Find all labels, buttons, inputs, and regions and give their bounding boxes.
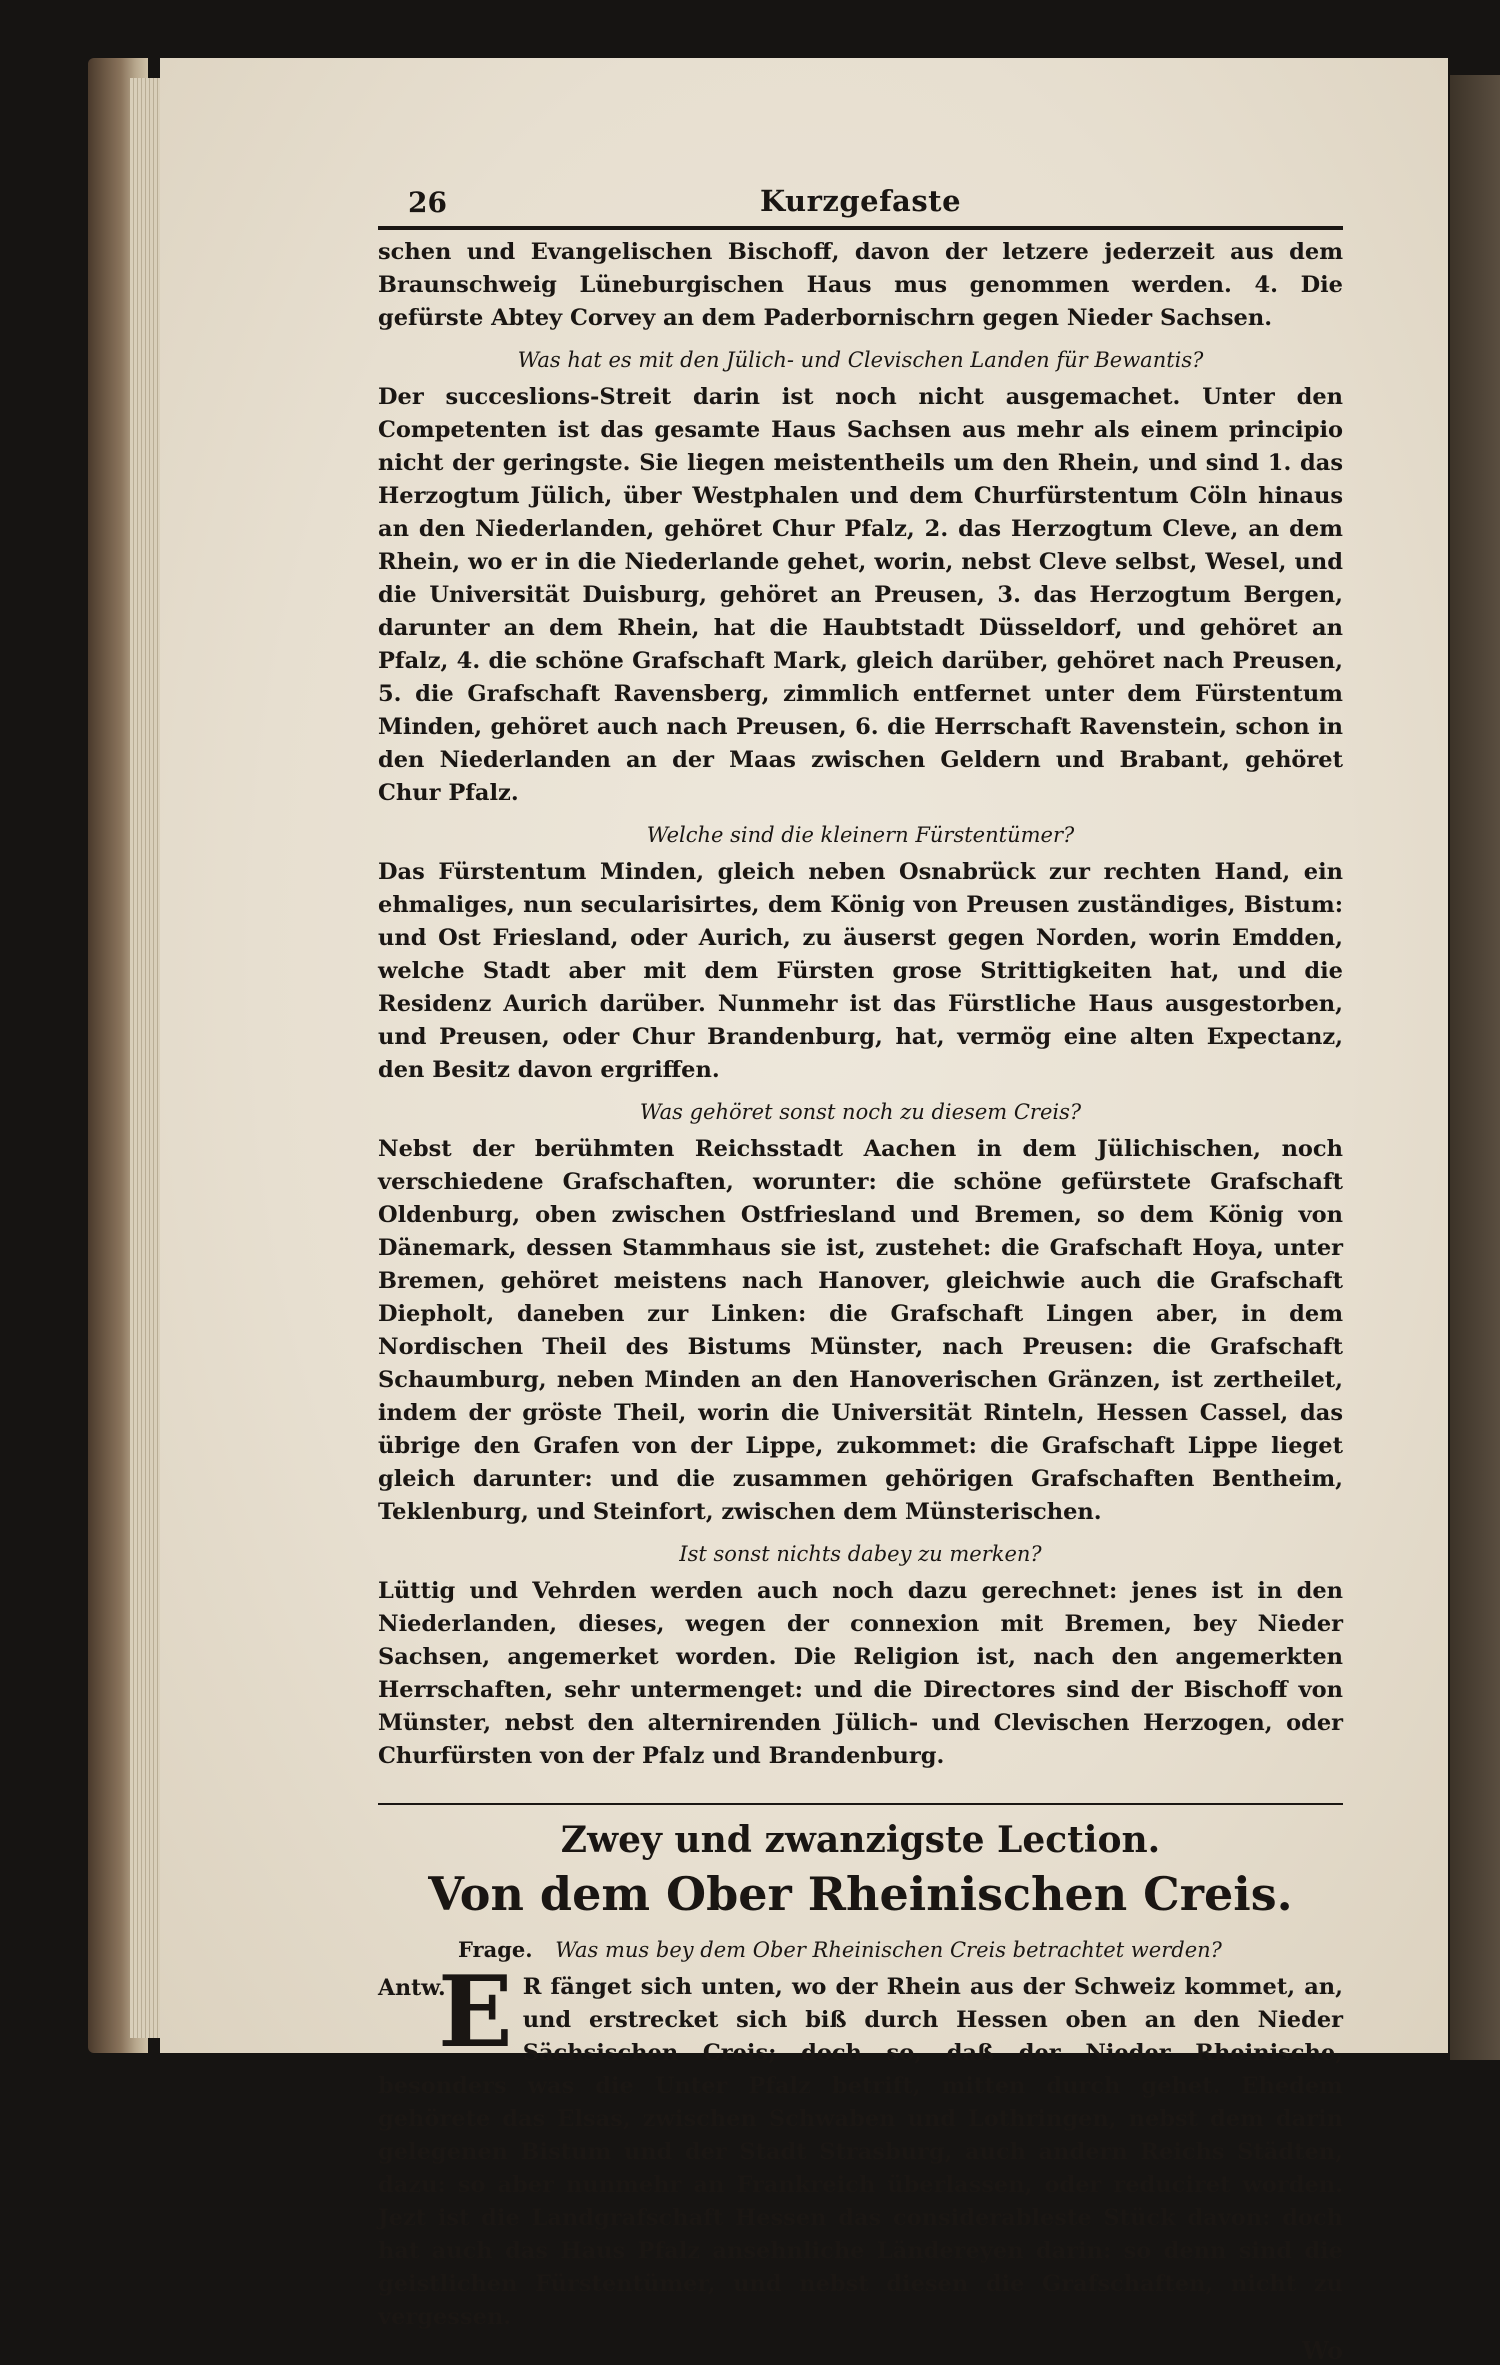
drop-cap: E: [438, 1955, 513, 2070]
question-heading: Welche sind die kleinern Fürstentümer?: [646, 823, 1075, 847]
chapter-title: Von dem Ober Rheinischen Creis.: [428, 1867, 1293, 1921]
catchword: Wo: [1301, 2336, 1343, 2365]
paragraph: Nebst der berühmten Reichsstadt Aachen in dem Jülichischen, noch verschiedene Grafschaften, worunter: die schöne gefürstete Grafschaft Oldenburg, oben zwischen Ostfriesland und Bremen, so dem König von Dänemark, dessen Stammhaus sie ist, zustehet: die Grafschaft Hoya, unter Bremen, gehöret meistens nach Hanover, gleichwie auch die Grafschaft Diepholt, daneben zur Linken: die Grafschaft Lingen aber, in dem Nordischen Theil des Bistums Münster, nach Preusen: die Grafschaft Schaumburg, neben Minden an den Hanoverischen Gränzen, ist zertheilet, indem der gröste Theil, worin die Universität Rinteln, Hessen Cassel, das übrige den Grafen von der Lippe, zukommet: die Grafschaft Lippe lieget gleich darunter: und die zusammen gehörigen Grafschaften Bentheim, Teklenburg, und Steinfort, zwischen dem Münsterischen.: [378, 1136, 1343, 1525]
page-number: 26: [408, 186, 447, 219]
answer-block: [378, 1955, 1343, 2334]
page-content: [378, 180, 1343, 2365]
question-heading: Ist sonst nichts dabey zu merken?: [679, 1542, 1042, 1566]
section-rule: [378, 1803, 1343, 1805]
page-header: [378, 180, 1343, 226]
answer-text: R fänget sich unten, wo der Rhein aus der Schweiz kommet, an, und erstrecket sich biß durch Hessen oben an den Nieder Sächsischen Creis; doch so, daß der Nieder Rheinische, besonders was die Unter Pfalz betrift, mitten durch gehet. Ehedem gehörete das Elsas, zwischen Schwaben und Lothringen, nebst dem darin gelegenen Bistum und der Stadt Strasburg, auch andern Reichs Städten, dazu: so aber nunmehr an Frankreich überlassen, oder reduciret worden. Jezt ist die Landgrafschaft Hessen das considerableste Stück davon: doch hat auch das Haus Pfalz ansehnliche Ländereyen darin: so denn sind die geistlichen Fürstentümer, und nebst diesen die Grafschaften, nicht zu vergessen.: [378, 1974, 1343, 2330]
lesson-title: Zwey und zwanzigste Lection.: [560, 1819, 1161, 1861]
header-rule: [378, 226, 1343, 230]
facing-page-edge: [1450, 75, 1500, 2060]
question-heading: Was gehöret sonst noch zu diesem Creis?: [639, 1100, 1082, 1124]
question-heading: Was hat es mit den Jülich- und Clevischen Landen für Bewantis?: [517, 348, 1204, 372]
running-title: Kurzgefaste: [759, 184, 962, 218]
question-line: [458, 1935, 1343, 1965]
paragraph: schen und Evangelischen Bischoff, davon der letzere jederzeit aus dem Braunschweig Lüneburgischen Haus mus genommen werden. 4. Die gefürste Abtey Corvey an dem Paderbornischrn gegen Nieder Sachsen.: [378, 239, 1343, 331]
paragraph: Das Fürstentum Minden, gleich neben Osnabrück zur rechten Hand, ein ehmaliges, nun secularisirtes, dem König von Preusen zuständiges, Bistum: und Ost Friesland, oder Aurich, zu äuserst gegen Norden, worin Emdden, welche Stadt aber mit dem Fürsten grose Strittigkeiten hat, und die Residenz Aurich darüber. Nunmehr ist das Fürstliche Haus ausgestorben, und Preusen, oder Chur Brandenburg, hat, vermög eine alten Expectanz, den Besitz davon ergriffen.: [378, 859, 1343, 1083]
frage-label: Frage.: [458, 1937, 533, 1962]
frage-text: Was mus bey dem Ober Rheinischen Creis betrachtet werden?: [555, 1938, 1222, 1962]
paragraph: Der succeslions-Streit darin ist noch nicht ausgemachet. Unter den Competenten ist das gesamte Haus Sachsen aus mehr als einem principio nicht der geringste. Sie liegen meistentheils um den Rhein, und sind 1. das Herzogtum Jülich, über Westphalen und dem Churfürstentum Cöln hinaus an den Niederlanden, gehöret Chur Pfalz, 2. das Herzogtum Cleve, an dem Rhein, wo er in die Niederlande gehet, worin, nebst Cleve selbst, Wesel, und die Universität Duisburg, gehöret an Preusen, 3. das Herzogtum Bergen, darunter an dem Rhein, hat die Haubtstadt Düsseldorf, und gehöret an Pfalz, 4. die schöne Grafschaft Mark, gleich darüber, gehöret nach Preusen, 5. die Grafschaft Ravensberg, zimmlich entfernet unter dem Fürstentum Minden, gehöret auch nach Preusen, 6. die Herrschaft Ravenstein, schon in den Niederlanden an der Maas zwischen Geldern und Brabant, gehöret Chur Pfalz.: [378, 384, 1343, 806]
antwort-label: Antw.: [378, 1975, 446, 2001]
paragraph: Lüttig und Vehrden werden auch noch dazu gerechnet: jenes ist in den Niederlanden, dieses, wegen der connexion mit Bremen, bey Nieder Sachsen, angemerket worden. Die Religion ist, nach den angemerkten Herrschaften, sehr untermenget: und die Directores sind der Bischoff von Münster, nebst den alternirenden Jülich- und Clevischen Herzogen, oder Churfürsten von der Pfalz und Brandenburg.: [378, 1578, 1343, 1769]
text-block: [378, 236, 1343, 1773]
